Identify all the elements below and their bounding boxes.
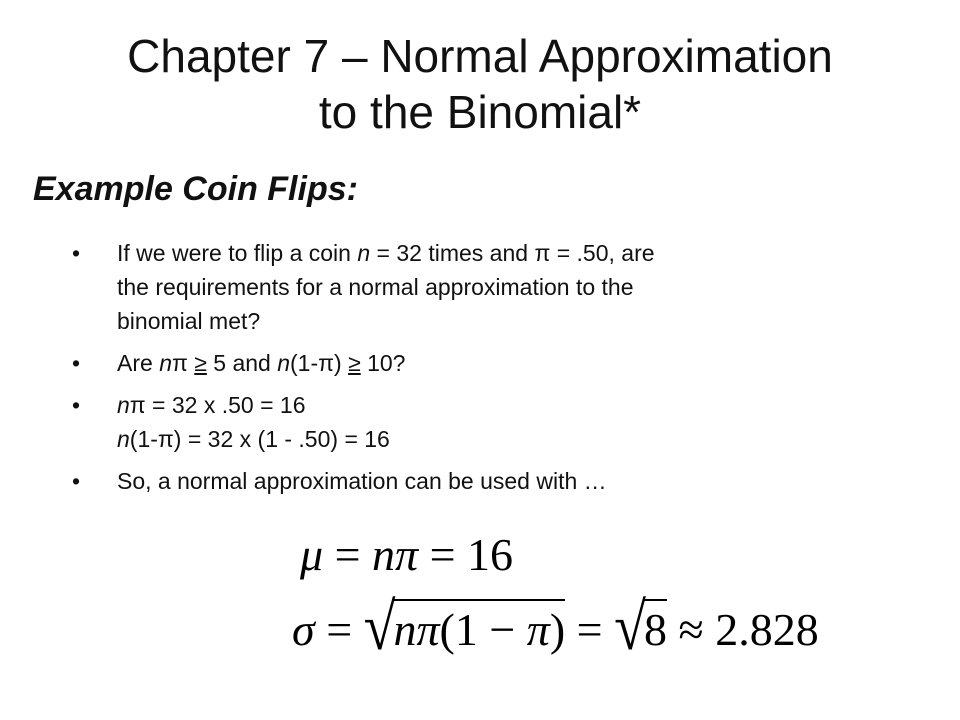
bullet-calculations — [0, 388, 960, 456]
square-root-2: √8 — [614, 589, 667, 664]
bullet-dot: • — [72, 240, 81, 266]
formula-mean: μ = nπ = 16 — [300, 529, 514, 580]
bullet-requirements-question — [0, 236, 960, 338]
example-heading: Example Coin Flips: — [33, 170, 358, 208]
bullet-conclusion — [0, 464, 960, 498]
bullet-dot: • — [72, 350, 81, 376]
slide-title — [0, 28, 960, 140]
calc-line-1: nπ = 32 x .50 = 16 — [117, 392, 306, 418]
slide-title-line-1: Chapter 7 – Normal Approximation — [127, 30, 833, 82]
bullet-list — [0, 236, 960, 506]
conditions-text: Are nπ ≥ 5 and n(1-π) ≥ 10? — [117, 350, 406, 376]
bullet-1-line-2: the requirements for a normal approximation to the — [117, 274, 634, 300]
calc-line-2: n(1-π) = 32 x (1 - .50) = 16 — [117, 426, 390, 452]
bullet-1-line-3: binomial met? — [117, 308, 261, 334]
conclusion-text: So, a normal approximation can be used with … — [117, 468, 607, 494]
formula-standard-deviation: σ = √nπ(1 − π) = √8 ≈ 2.828 — [292, 589, 819, 664]
square-root-1: √nπ(1 − π) — [363, 589, 566, 664]
bullet-conditions — [0, 346, 960, 380]
bullet-dot: • — [72, 392, 81, 418]
bullet-dot: • — [72, 468, 81, 494]
bullet-1-line-1: If we were to flip a coin n = 32 times and π = .50, are — [117, 240, 655, 266]
slide-title-line-2: to the Binomial* — [318, 86, 642, 138]
